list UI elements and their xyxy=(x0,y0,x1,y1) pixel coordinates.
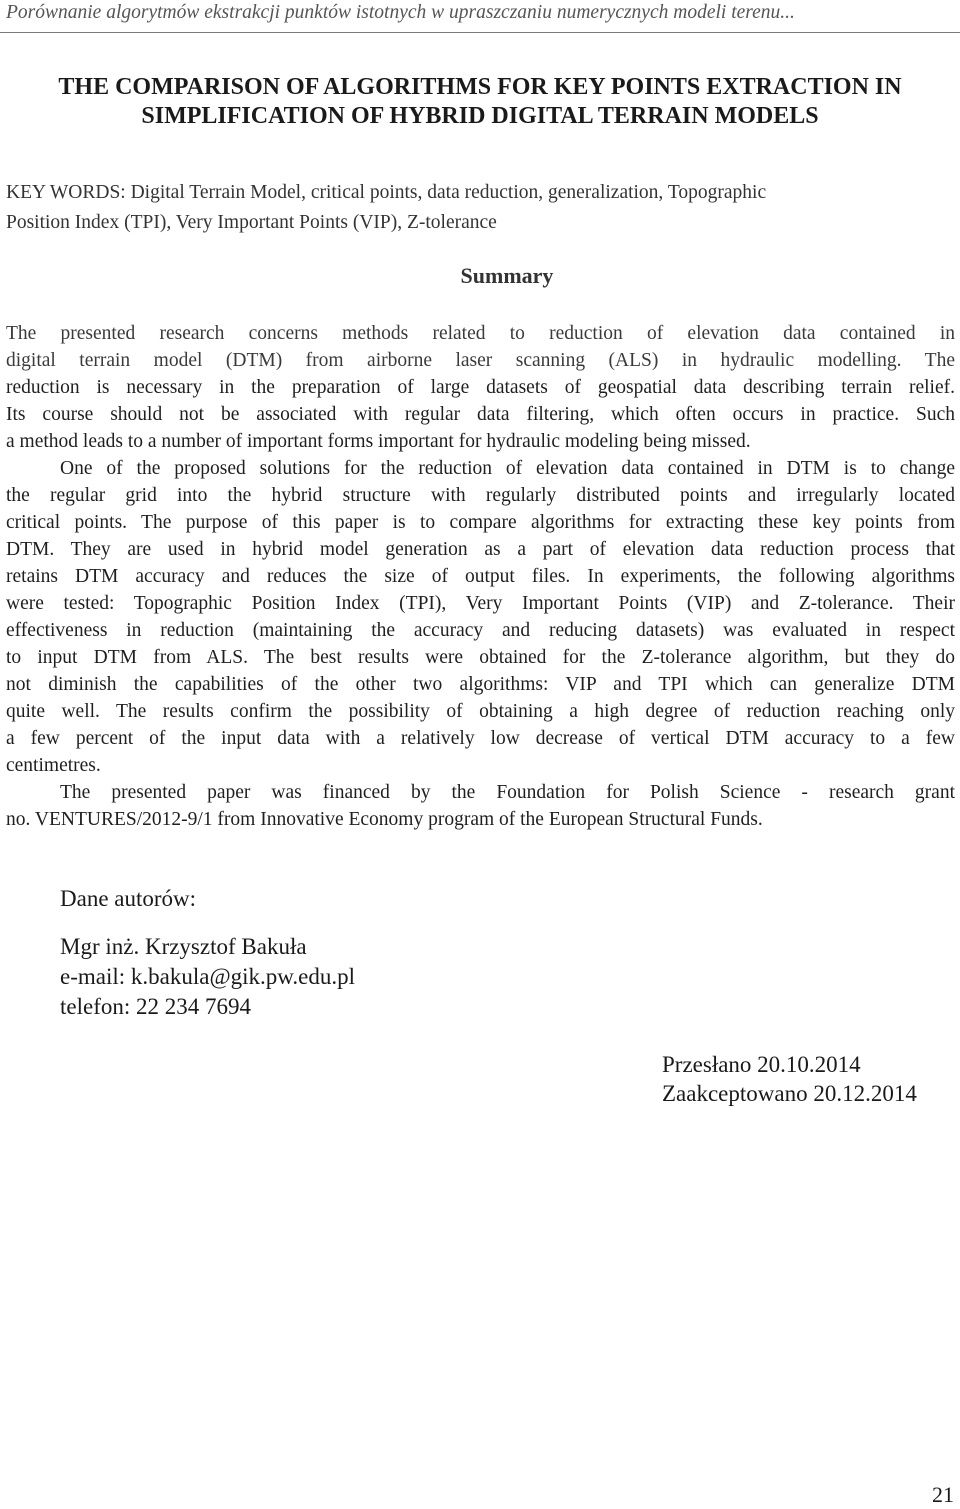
submission-dates xyxy=(662,1050,917,1108)
paper-title xyxy=(0,73,960,131)
summary-line: quite well. The results confirm the possibility of obtaining a high degree of reduction reaching only xyxy=(6,701,955,722)
summary-line: a few percent of the input data with a relatively low decrease of vertical DTM accuracy to a few xyxy=(6,728,955,749)
date-accepted: Zaakceptowano 20.12.2014 xyxy=(662,1081,917,1106)
summary-line: centimetres. xyxy=(6,755,101,776)
author-phone: telefon: 22 234 7694 xyxy=(60,994,251,1019)
paper-title-line-2: SIMPLIFICATION OF HYBRID DIGITAL TERRAIN MODELS xyxy=(141,103,819,129)
summary-line: The presented research concerns methods related to reduction of elevation data contained in xyxy=(6,323,955,344)
authors-heading: Dane autorów: xyxy=(60,886,197,911)
keywords xyxy=(6,178,956,238)
summary-line: the regular grid into the hybrid structure with regularly distributed points and irregularly located xyxy=(6,485,955,506)
header-rule xyxy=(0,32,960,33)
summary-line: a method leads to a number of important forms important for hydraulic modeling being missed. xyxy=(6,431,751,452)
keywords-line-2: Position Index (TPI), Very Important Points (VIP), Z-tolerance xyxy=(6,212,497,233)
summary-line: Its course should not be associated with regular data filtering, which often occurs in practice. Such xyxy=(6,404,955,425)
summary-heading: Summary xyxy=(460,263,554,288)
summary-line: One of the proposed solutions for the reduction of elevation data contained in DTM is to change xyxy=(60,458,955,479)
author-name: Mgr inż. Krzysztof Bakuła xyxy=(60,934,307,959)
author-details xyxy=(60,932,355,1022)
summary-line: to input DTM from ALS. The best results were obtained for the Z-tolerance algorithm, but they do xyxy=(6,647,955,668)
summary-line: DTM. They are used in hybrid model generation as a part of elevation data reduction process that xyxy=(6,539,955,560)
author-email: e-mail: k.bakula@gik.pw.edu.pl xyxy=(60,964,355,989)
summary-body xyxy=(6,320,955,833)
keywords-line-1: KEY WORDS: Digital Terrain Model, critical points, data reduction, generalization, Topographic xyxy=(6,182,767,203)
summary-line: no. VENTURES/2012-9/1 from Innovative Economy program of the European Structural Funds. xyxy=(6,809,763,830)
summary-line: were tested: Topographic Position Index (TPI), Very Important Points (VIP) and Z-tolerance. Their xyxy=(6,593,955,614)
page-number: 21 xyxy=(932,1482,954,1507)
running-header: Porównanie algorytmów ekstrakcji punktów istotnych w upraszczaniu numerycznych modeli terenu... xyxy=(6,2,795,23)
summary-line: digital terrain model (DTM) from airborne laser scanning (ALS) in hydraulic modelling. The xyxy=(6,350,955,371)
summary-line: retains DTM accuracy and reduces the size of output files. In experiments, the following algorithms xyxy=(6,566,955,587)
summary-line: not diminish the capabilities of the other two algorithms: VIP and TPI which can generalize DTM xyxy=(6,674,955,695)
paper-title-line-1: THE COMPARISON OF ALGORITHMS FOR KEY POINTS EXTRACTION IN xyxy=(58,74,902,100)
date-sent: Przesłano 20.10.2014 xyxy=(662,1052,861,1077)
summary-line: critical points. The purpose of this paper is to compare algorithms for extracting these key points from xyxy=(6,512,955,533)
summary-line: reduction is necessary in the preparation of large datasets of geospatial data describing terrain relief. xyxy=(6,377,955,398)
summary-line: The presented paper was financed by the Foundation for Polish Science - research grant xyxy=(60,782,955,803)
summary-line: effectiveness in reduction (maintaining the accuracy and reducing datasets) was evaluated in respect xyxy=(6,620,955,641)
